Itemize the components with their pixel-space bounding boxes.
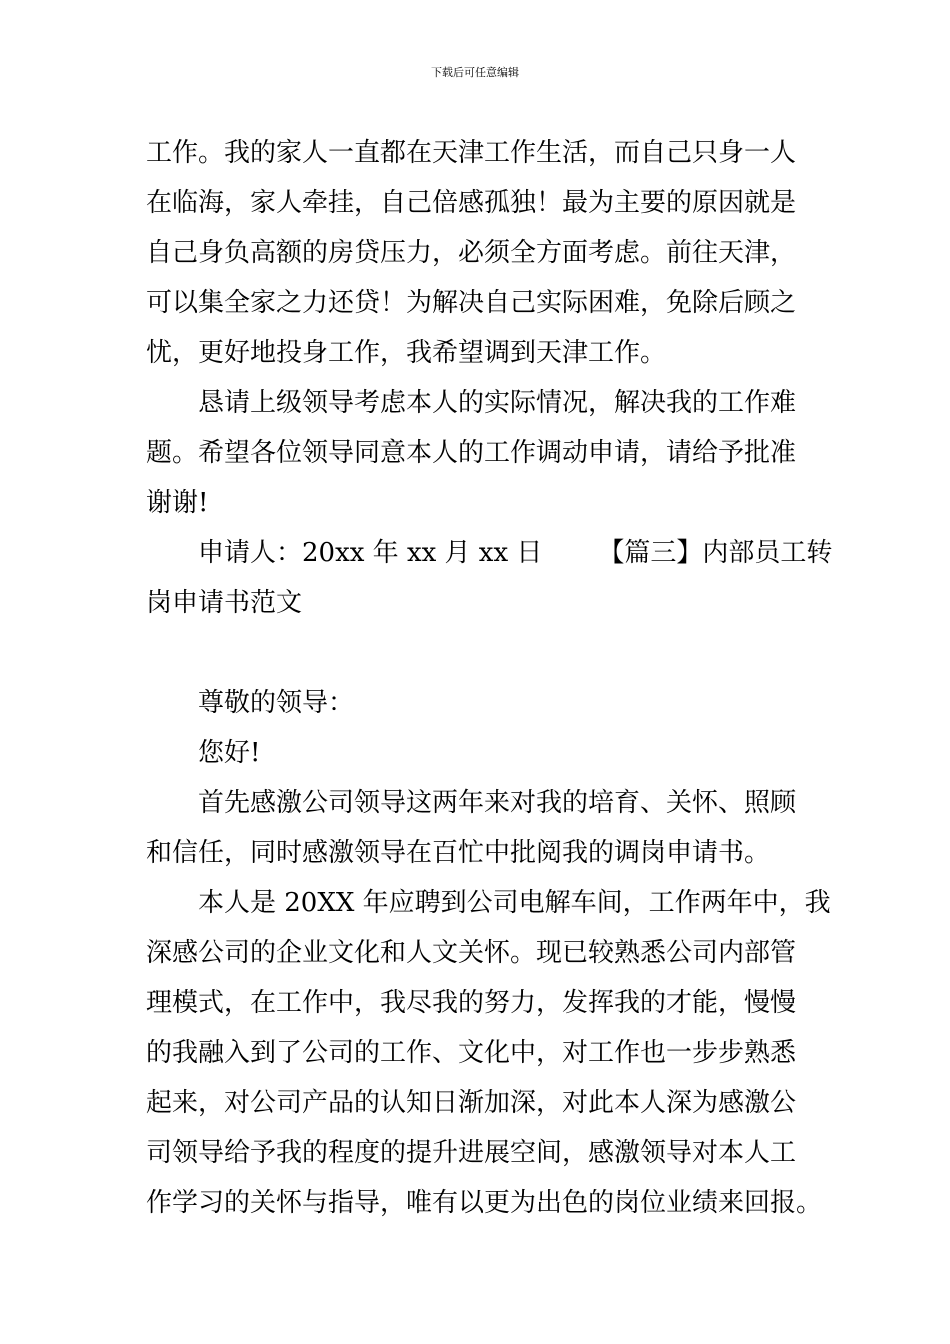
text-line: 司领导给予我的程度的提升进展空间，感激领导对本人工 <box>146 1138 797 1168</box>
signature-line <box>146 528 833 578</box>
text-line: 本人是 20XX 年应聘到公司电解车间，工作两年中，我 <box>198 888 831 918</box>
text-line: 起来，对公司产品的认知日渐加深，对此本人深为感激公 <box>146 1088 797 1118</box>
paragraph-signature <box>146 528 833 628</box>
text-line: 自己身负高额的房贷压力，必须全方面考虑。前往天津， <box>146 238 797 268</box>
text-line: 作学习的关怀与指导，唯有以更为出色的岗位业绩来回报。 <box>146 1188 823 1218</box>
paragraph-request <box>146 378 806 528</box>
paragraph-thanks <box>146 778 806 878</box>
text-line: 的我融入到了公司的工作、文化中，对工作也一步步熟悉 <box>146 1038 797 1068</box>
text-line: 题。希望各位领导同意本人的工作调动申请，请给予批准 <box>146 438 797 468</box>
applicant-date: 申请人：20xx 年 xx 月 xx 日 <box>198 538 543 568</box>
text-line: 忧，更好地投身工作，我希望调到天津工作。 <box>146 338 667 368</box>
text-line: 和信任，同时感激领导在百忙中批阅我的调岗申请书。 <box>146 838 771 868</box>
blank-line <box>146 628 806 678</box>
paragraph-experience <box>146 878 831 1228</box>
text-line: 深感公司的企业文化和人文关怀。现已较熟悉公司内部管 <box>146 938 797 968</box>
text-line: 工作。我的家人一直都在天津工作生活，而自己只身一人 <box>146 138 797 168</box>
section-title: 【篇三】内部员工转 <box>598 538 833 568</box>
text-line: 谢谢! <box>146 488 209 518</box>
text-line: 在临海，家人牵挂，自己倍感孤独！最为主要的原因就是 <box>146 188 797 218</box>
section-title-continued: 岗申请书范文 <box>146 588 303 618</box>
salutation: 尊敬的领导： <box>198 688 355 718</box>
text-line: 可以集全家之力还贷！为解决自己实际困难，免除后顾之 <box>146 288 797 318</box>
paragraph-reason <box>146 128 806 378</box>
page-header: 下载后可任意编辑 <box>431 66 519 79</box>
document-body <box>146 128 833 1228</box>
paragraph-salutation <box>146 678 806 778</box>
text-line: 恳请上级领导考虑本人的实际情况，解决我的工作难 <box>198 388 797 418</box>
text-line: 首先感激公司领导这两年来对我的培育、关怀、照顾 <box>198 788 797 818</box>
greeting: 您好! <box>198 738 261 768</box>
text-line: 理模式，在工作中，我尽我的努力，发挥我的才能，慢慢 <box>146 988 797 1018</box>
